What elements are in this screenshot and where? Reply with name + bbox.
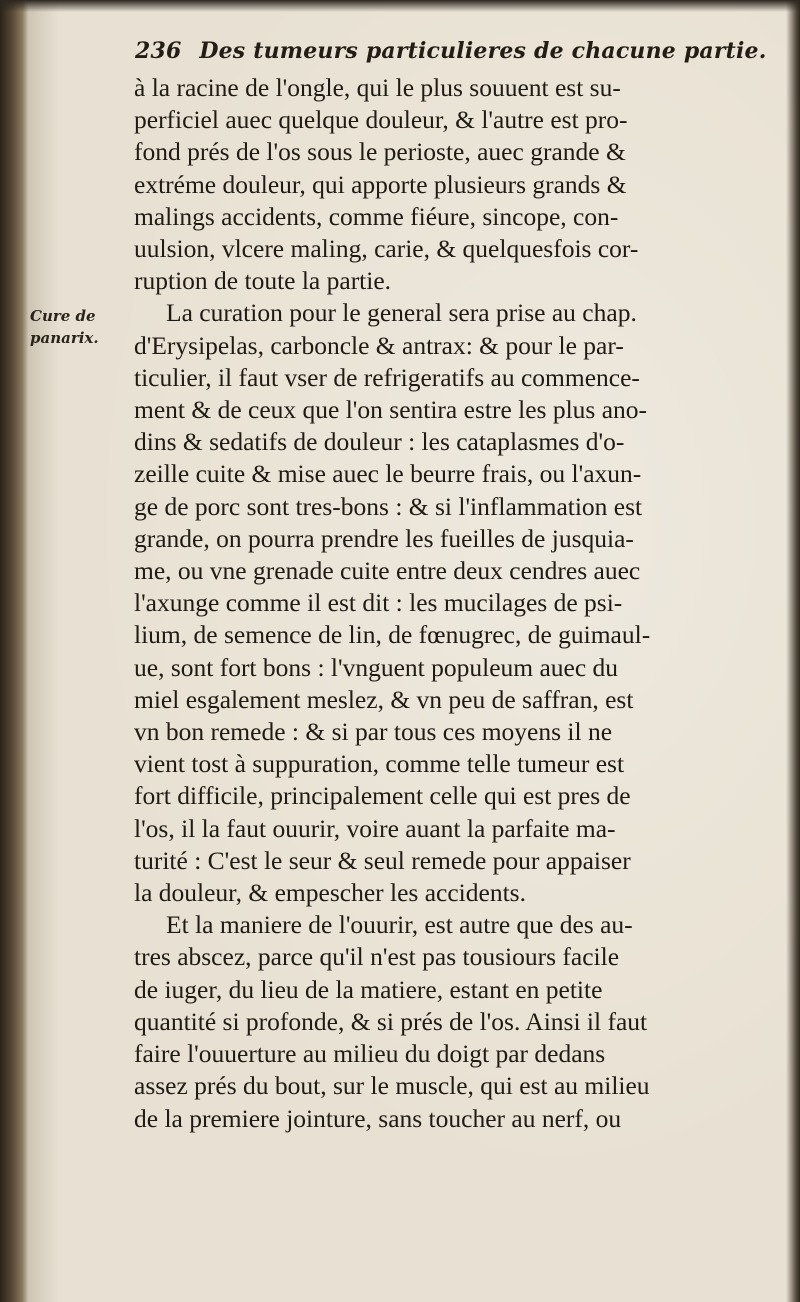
text-line: perficiel auec quelque douleur, & l'autre est pro- xyxy=(134,105,628,135)
page-edge-right xyxy=(786,0,800,1302)
text-line: d'Erysipelas, carboncle & antrax: & pour le par- xyxy=(134,330,624,360)
text-line: dins & sedatifs de douleur : les cataplasmes d'o- xyxy=(134,427,625,457)
text-line: ticulier, il faut vser de refrigeratifs au commence- xyxy=(134,362,640,392)
marginal-note-line: Cure de xyxy=(30,307,96,325)
page-number: 236 xyxy=(135,38,182,64)
text-line: à la racine de l'ongle, qui le plus souuent est su- xyxy=(134,73,621,102)
marginal-note xyxy=(30,305,125,349)
marginal-note-line: panarix. xyxy=(30,329,99,347)
text-line: zeille cuite & mise auec le beurre frais, ou l'axun- xyxy=(134,459,642,489)
text-line: vn bon remede : & si par tous ces moyens il ne xyxy=(134,717,613,747)
page-edge-top xyxy=(0,0,800,12)
text-line: ge de porc sont tres-bons : & si l'inflammation est xyxy=(134,491,643,521)
text-line: faire l'ouuerture au milieu du doigt par dedans xyxy=(134,1039,606,1069)
text-line: ue, sont fort bons : l'vnguent populeum auec du xyxy=(134,652,619,682)
text-line: quantité si profonde, & si prés de l'os. Ainsi il faut xyxy=(134,1006,648,1036)
body-text xyxy=(134,72,774,1135)
text-line: assez prés du bout, sur le muscle, qui est au milieu xyxy=(134,1071,650,1101)
book-spine xyxy=(0,0,28,1302)
text-line: fort difficile, principalement celle qui est pres de xyxy=(134,781,631,811)
running-header xyxy=(135,38,765,64)
text-line: vient tost à suppuration, comme telle tumeur est xyxy=(134,749,625,779)
text-line: de iuger, du lieu de la matiere, estant en petite xyxy=(134,974,603,1004)
text-line: l'axunge comme il est dit : les mucilages de psi- xyxy=(134,588,623,618)
text-line: miel esgalement meslez, & vn peu de saffran, est xyxy=(134,684,634,714)
text-line: extréme douleur, qui apporte plusieurs grands & xyxy=(134,169,627,199)
running-title: Des tumeurs particulieres de chacune partie. xyxy=(199,38,767,64)
text-line: tres abscez, parce qu'il n'est pas tousiours facile xyxy=(134,942,620,972)
text-line: de la premiere jointure, sans toucher au nerf, ou xyxy=(134,1103,622,1133)
text-line: La curation pour le general sera prise au chap. xyxy=(166,298,637,328)
text-line: ment & de ceux que l'on sentira estre les plus ano- xyxy=(134,395,648,425)
text-line: grande, on pourra prendre les fueilles de jusquia- xyxy=(134,523,634,553)
text-line: la douleur, & empescher les accidents. xyxy=(134,878,526,908)
text-line: malings accidents, comme fiéure, sincope, con- xyxy=(134,201,619,231)
text-line: me, ou vne grenade cuite entre deux cendres auec xyxy=(134,556,641,586)
text-line: ruption de toute la partie. xyxy=(134,266,392,296)
text-line: Et la maniere de l'ouurir, est autre que des au- xyxy=(166,910,633,940)
text-line: l'os, il la faut ouurir, voire auant la parfaite ma- xyxy=(134,813,616,843)
text-line: uulsion, vlcere maling, carie, & quelquesfois cor- xyxy=(134,234,639,264)
text-line: turité : C'est le seur & seul remede pour appaiser xyxy=(134,845,631,875)
text-line: lium, de semence de lin, de fœnugrec, de guimaul- xyxy=(134,620,651,650)
text-line: fond prés de l'os sous le perioste, auec grande & xyxy=(134,137,626,167)
